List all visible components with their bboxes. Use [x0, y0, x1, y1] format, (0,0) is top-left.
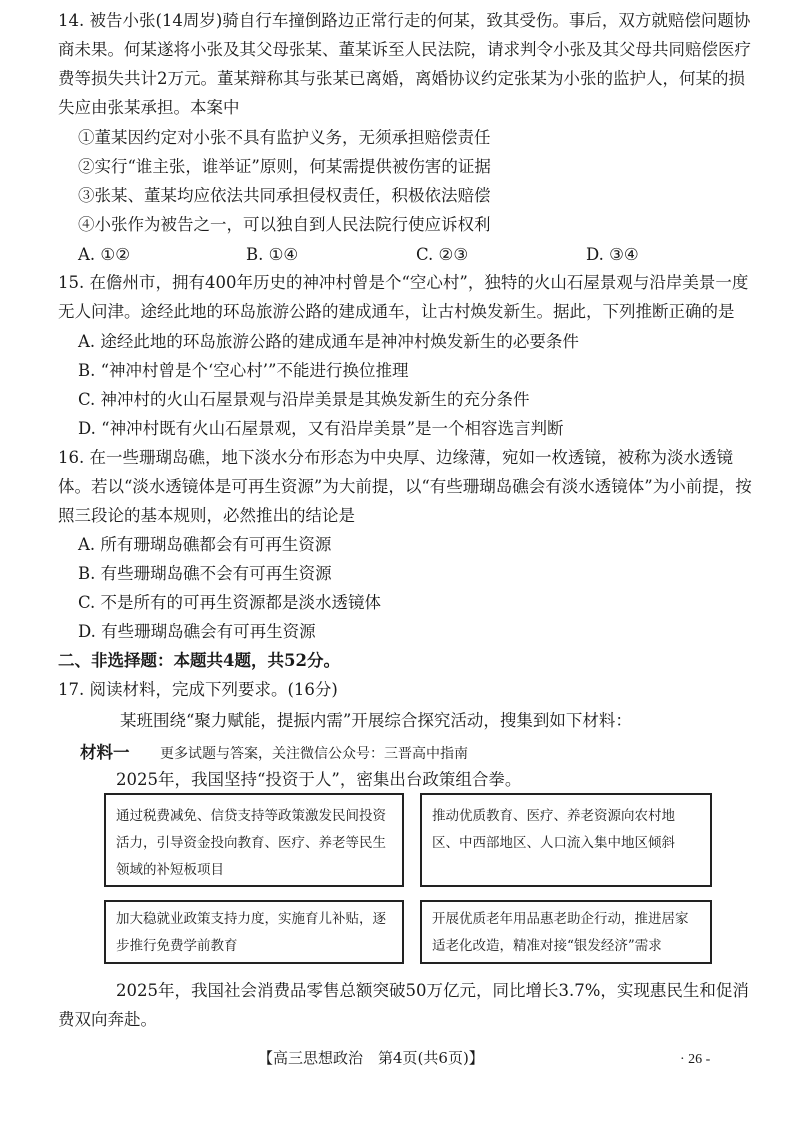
material-1-label: 材料一	[80, 743, 130, 762]
policy-box-4: 开展优质老年用品惠老助企行动，推进居家适老化改造，精准对接“银发经济”需求	[420, 900, 712, 964]
q14-option-b[interactable]: B. ①④	[246, 245, 299, 264]
q14-option-a[interactable]: A. ①②	[78, 245, 130, 264]
q15-option-d[interactable]: D. “神冲村既有火山石屋景观，又有沿岸美景”是一个相容选言判断	[78, 419, 564, 438]
q15-option-a[interactable]: A. 途经此地的环岛旅游公路的建成通车是神冲村焕发新生的必要条件	[78, 332, 579, 351]
policy-box-1: 通过税费减免、信贷支持等政策激发民间投资活力，引导资金投向教育、医疗、养老等民生领域的补短板项目	[104, 793, 404, 887]
q15-option-b[interactable]: B. “神冲村曾是个‘空心村’”不能进行换位推理	[78, 361, 409, 380]
policy-box-2: 推动优质教育、医疗、养老资源向农村地区、中西部地区、人口流入集中地区倾斜	[420, 793, 712, 887]
q16-option-b[interactable]: B. 有些珊瑚岛礁不会有可再生资源	[78, 564, 332, 583]
q16-option-c[interactable]: C. 不是所有的可再生资源都是淡水透镜体	[78, 593, 382, 612]
q14-statement-4: ④小张作为被告之一，可以独自到人民法院行使应诉权利	[78, 215, 491, 234]
q14-statement-3: ③张某、董某均应依法共同承担侵权责任，积极依法赔偿	[78, 186, 491, 205]
material-1-line-2: 2025年，我国社会消费品零售总额突破50万亿元，同比增长3.7%，实现惠民生和促消费双向奔赴。	[58, 981, 749, 1029]
policy-box-3: 加大稳就业政策支持力度，实施育儿补贴，逐步推行免费学前教育	[104, 900, 404, 964]
q15-option-c[interactable]: C. 神冲村的火山石屋景观与沿岸美景是其焕发新生的充分条件	[78, 390, 530, 409]
q14-option-d[interactable]: D. ③④	[586, 245, 639, 264]
footer-page-code: · 26 -	[680, 1052, 711, 1067]
question-17-stem: 17. 阅读材料，完成下列要求。(16分)	[58, 680, 338, 699]
q16-option-a[interactable]: A. 所有珊瑚岛礁都会有可再生资源	[78, 535, 332, 554]
section-2-heading: 二、非选择题：本题共4题，共52分。	[58, 651, 340, 670]
q14-statement-2: ②实行“谁主张，谁举证”原则，何某需提供被伤害的证据	[78, 157, 491, 176]
q16-option-d[interactable]: D. 有些珊瑚岛礁会有可再生资源	[78, 622, 316, 641]
material-note: 更多试题与答案，关注微信公众号：三晋高中指南	[160, 746, 468, 762]
material-1-line-1: 2025年，我国坚持“投资于人”，密集出台政策组合拳。	[116, 770, 522, 789]
question-15-stem: 15. 在儋州市，拥有400年历史的神冲村曾是个“空心村”，独特的火山石屋景观与沿岸美景一度无人问津。途经此地的环岛旅游公路的建成通车，让古村焕发新生。据此，下列推断正确的是	[58, 273, 749, 321]
question-16-stem: 16. 在一些珊瑚岛礁，地下淡水分布形态为中央厚、边缘薄，宛如一枚透镜，被称为淡水透镜体。若以“淡水透镜体是可再生资源”为大前提，以“有些珊瑚岛礁会有淡水透镜体”为小前提，按照三段论的基本规则，必然推出的结论是	[58, 448, 752, 525]
footer-title: 【高三思想政治 第4页(共6页)】	[258, 1049, 484, 1067]
question-14-stem: 14. 被告小张(14周岁)骑自行车撞倒路边正常行走的何某，致其受伤。事后，双方就赔偿问题协商未果。何某遂将小张及其父母张某、董某诉至人民法院，请求判令小张及其父母共同赔偿医疗费等损失共计2万元。董某辩称其与张某已离婚，离婚协议约定张某为小张的监护人，何某的损失应由张某承担。本案中	[58, 11, 751, 117]
q14-statement-1: ①董某因约定对小张不具有监护义务，无须承担赔偿责任	[78, 128, 491, 147]
q14-options	[78, 240, 758, 269]
q17-intro: 某班围绕“聚力赋能，提振内需”开展综合探究活动，搜集到如下材料：	[120, 711, 632, 730]
q14-option-c[interactable]: C. ②③	[416, 245, 469, 264]
